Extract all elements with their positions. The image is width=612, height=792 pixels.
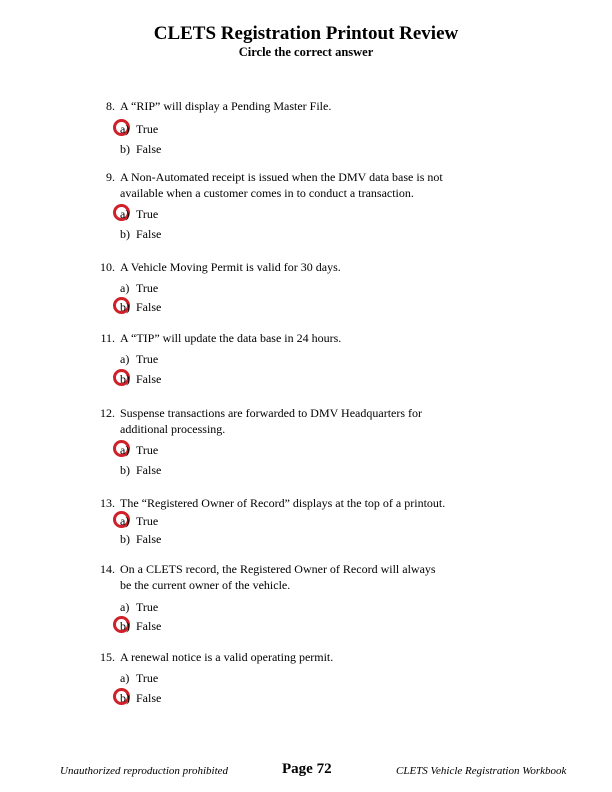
question-line <box>0 185 612 201</box>
question-14 <box>0 561 612 633</box>
option-letter: b) <box>120 142 130 156</box>
question-line <box>0 405 612 421</box>
option-letter: a) <box>120 207 130 221</box>
option-letter: b) <box>120 691 130 705</box>
question-number: 12. <box>100 406 115 420</box>
option-text: True <box>136 207 159 221</box>
option-letter: a) <box>120 122 130 136</box>
question-line <box>0 330 612 346</box>
question-number: 9. <box>106 170 115 184</box>
question-line <box>0 561 612 577</box>
option-letter: a) <box>120 281 130 295</box>
option-text: False <box>136 300 162 314</box>
question-text: A renewal notice is a valid operating permit. <box>120 650 334 664</box>
question-text: be the current owner of the vehicle. <box>120 578 291 592</box>
footer-notice: Unauthorized reproduction prohibited <box>60 765 229 777</box>
option-letter: b) <box>120 463 130 477</box>
question-text: The “Registered Owner of Record” displays at the top of a printout. <box>120 496 446 510</box>
question-line <box>0 98 612 114</box>
question-15 <box>0 649 612 705</box>
question-text: Suspense transactions are forwarded to DMV Headquarters for <box>120 406 423 420</box>
question-number: 11. <box>100 331 115 345</box>
question-number: 8. <box>106 99 115 113</box>
question-text: additional processing. <box>120 422 226 436</box>
question-9 <box>0 169 612 241</box>
question-12 <box>0 405 612 477</box>
question-line <box>0 495 612 511</box>
page-title: CLETS Registration Printout Review <box>153 23 459 44</box>
option-text: False <box>136 142 162 156</box>
question-text: available when a customer comes in to conduct a transaction. <box>120 186 414 200</box>
option-text: False <box>136 691 162 705</box>
option-text: False <box>136 619 162 633</box>
option-letter: a) <box>120 352 130 366</box>
page-subtitle: Circle the correct answer <box>238 45 374 59</box>
option-letter: a) <box>120 443 130 457</box>
question-line <box>0 259 612 275</box>
question-text: A Vehicle Moving Permit is valid for 30 days. <box>120 260 341 274</box>
option-text: False <box>136 463 162 477</box>
option-text: False <box>136 372 162 386</box>
option-text: True <box>136 443 159 457</box>
option-letter: b) <box>120 619 130 633</box>
footer-workbook-title: CLETS Vehicle Registration Workbook <box>396 765 567 777</box>
question-number: 14. <box>100 562 115 576</box>
option-text: True <box>136 514 159 528</box>
option-letter: b) <box>120 532 130 546</box>
option-text: True <box>136 281 159 295</box>
option-text: True <box>136 122 159 136</box>
question-number: 15. <box>100 650 115 664</box>
question-line <box>0 577 612 593</box>
page-number: Page 72 <box>282 761 332 777</box>
question-number: 10. <box>100 260 115 274</box>
question-8 <box>0 98 612 156</box>
option-text: True <box>136 671 159 685</box>
question-line <box>0 421 612 437</box>
question-line <box>0 169 612 185</box>
question-13 <box>0 495 612 546</box>
question-number: 13. <box>100 496 115 510</box>
question-text: A “RIP” will display a Pending Master File. <box>120 99 332 113</box>
option-letter: a) <box>120 600 130 614</box>
question-line <box>0 649 612 665</box>
question-text: A Non-Automated receipt is issued when the DMV data base is not <box>120 170 443 184</box>
option-letter: b) <box>120 372 130 386</box>
option-text: True <box>136 352 159 366</box>
question-10 <box>0 259 612 314</box>
option-letter: a) <box>120 671 130 685</box>
option-letter: b) <box>120 227 130 241</box>
option-letter: a) <box>120 514 130 528</box>
option-text: True <box>136 600 159 614</box>
option-text: False <box>136 227 162 241</box>
question-11 <box>0 330 612 386</box>
question-text: On a CLETS record, the Registered Owner of Record will always <box>120 562 436 576</box>
option-text: False <box>136 532 162 546</box>
question-text: A “TIP” will update the data base in 24 hours. <box>120 331 342 345</box>
option-letter: b) <box>120 300 130 314</box>
